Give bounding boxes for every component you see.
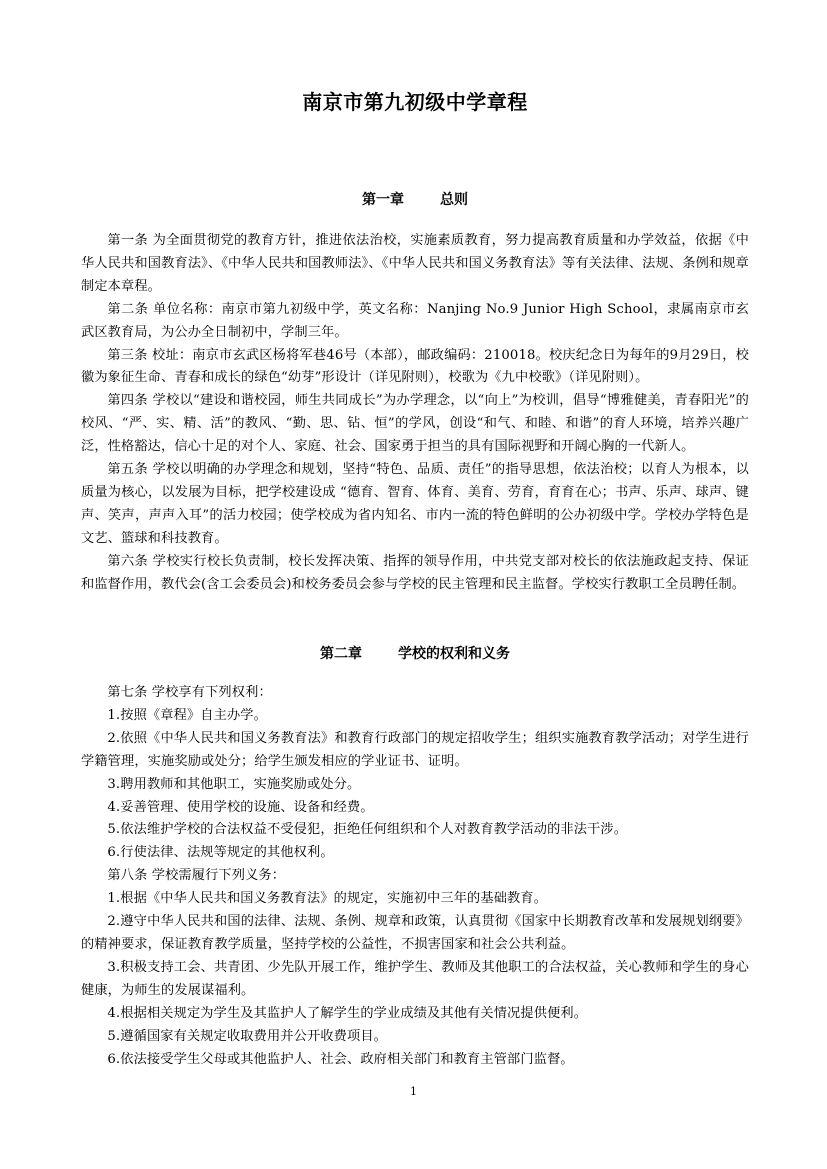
chapter-name: 学校的权利和义务 — [398, 646, 510, 662]
article-paragraph: 第一条 为全面贯彻党的教育方针，推进依法治校，实施素质教育，努力提高教育质量和办学效益，依据《中华人民共和国教育法》、《中华人民共和国教师法》、《中华人民共和国义务教育法》等有关法律、法规、条例和规章制定本章程。 — [81, 233, 749, 294]
article-paragraph: 第八条 学校需履行下列义务： — [107, 868, 286, 884]
list-item: 6.行使法律、法规等规定的其他权利。 — [107, 845, 334, 861]
list-item: 3.积极支持工会、共青团、少先队开展工作，维护学生、教师及其他职工的合法权益，关心教师和学生的身心健康，为师生的发展谋福利。 — [81, 959, 749, 998]
page-number: 1 — [410, 1085, 417, 1098]
chapter-number: 第一章 — [362, 192, 404, 208]
chapter-body — [81, 682, 749, 1071]
article-paragraph: 第二条 单位名称：南京市第九初级中学，英文名称：Nanjing No.9 Junior High School，隶属南京市玄武区教育局，为公办全日制初中，学制三年。 — [81, 301, 749, 340]
chapter-heading — [81, 190, 749, 210]
list-item: 6.依法接受学生父母或其他监护人、社会、政府相关部门和教育主管部门监督。 — [107, 1051, 574, 1067]
list-item: 2.遵守中华人民共和国的法律、法规、条例、规章和政策，认真贯彻《国家中长期教育改革和发展规划纲要》的精神要求，保证教育教学质量，坚持学校的公益性，不损害国家和社会公共利益。 — [81, 914, 749, 952]
chapter-name: 总则 — [440, 192, 468, 208]
article-paragraph: 第六条 学校实行校长负责制，校长发挥决策、指挥的领导作用，中共党支部对校长的依法施政起支持、保证和监督作用，教代会(含工会委员会)和校务委员会参与学校的民主管理和民主监督。学校实行教职工全员聘任制。 — [81, 553, 749, 592]
chapter-number: 第二章 — [320, 646, 362, 662]
list-item: 4.妥善管理、使用学校的设施、设备和经费。 — [107, 799, 374, 815]
list-item: 5.遵循国家有关规定收取费用并公开收费项目。 — [107, 1028, 388, 1044]
article-paragraph: 第五条 学校以明确的办学理念和规划，坚持“特色、品质、责任”的指导思想，依法治校；以育人为根本，以质量为核心，以发展为目标，把学校建设成 “德育、智育、体育、美育、劳育，育育在心；书声、乐声、球声、键声、笑声，声声入耳”的活力校园；使学校成为省内知名、市内一流的特色鲜明的公办初级中学。学校办学特色是文艺、篮球和科技教育。 — [81, 462, 749, 546]
article-paragraph: 第四条 学校以“建设和谐校园，师生共同成长”为办学理念，以“向上”为校训，倡导“博雅健美，青春阳光”的校风、“严、实、精、活”的教风、“勤、思、钻、恒”的学风，创设“和气、和睦、和谐”的育人环境，培养兴趣广泛，性格豁达，信心十足的对个人、家庭、社会、国家勇于担当的具有国际视野和开阔心胸的一代新人。 — [81, 393, 749, 455]
document-title: 南京市第九初级中学章程 — [302, 90, 528, 114]
chapter-heading — [81, 644, 749, 664]
article-paragraph: 第三条 校址：南京市玄武区杨将军巷46号（本部），邮政编码：210018。校庆纪念日为每年的9月29日，校徽为象征生命、青春和成长的绿色“幼芽”形设计（详见附则），校歌为《九中校歌》（详见附则）。 — [81, 347, 749, 386]
list-item: 1.根据《中华人民共和国义务教育法》的规定，实施初中三年的基础教育。 — [107, 891, 548, 907]
chapter-body — [81, 230, 749, 597]
list-item: 4.根据相关规定为学生及其监护人了解学生的学业成绩及其他有关情况提供便利。 — [107, 1005, 588, 1021]
list-item: 2.依照《中华人民共和国义务教育法》和教育行政部门的规定招收学生；组织实施教育教学活动；对学生进行学籍管理，实施奖励或处分；给学生颁发相应的学业证书、证明。 — [81, 730, 749, 769]
list-item: 1.按照《章程》自主办学。 — [107, 707, 267, 723]
article-paragraph: 第七条 学校享有下列权利： — [107, 685, 272, 700]
list-item: 5.依法维护学校的合法权益不受侵犯，拒绝任何组织和个人对教育教学活动的非法干涉。 — [107, 822, 628, 838]
list-item: 3.聘用教师和其他职工，实施奖励或处分。 — [107, 776, 361, 792]
